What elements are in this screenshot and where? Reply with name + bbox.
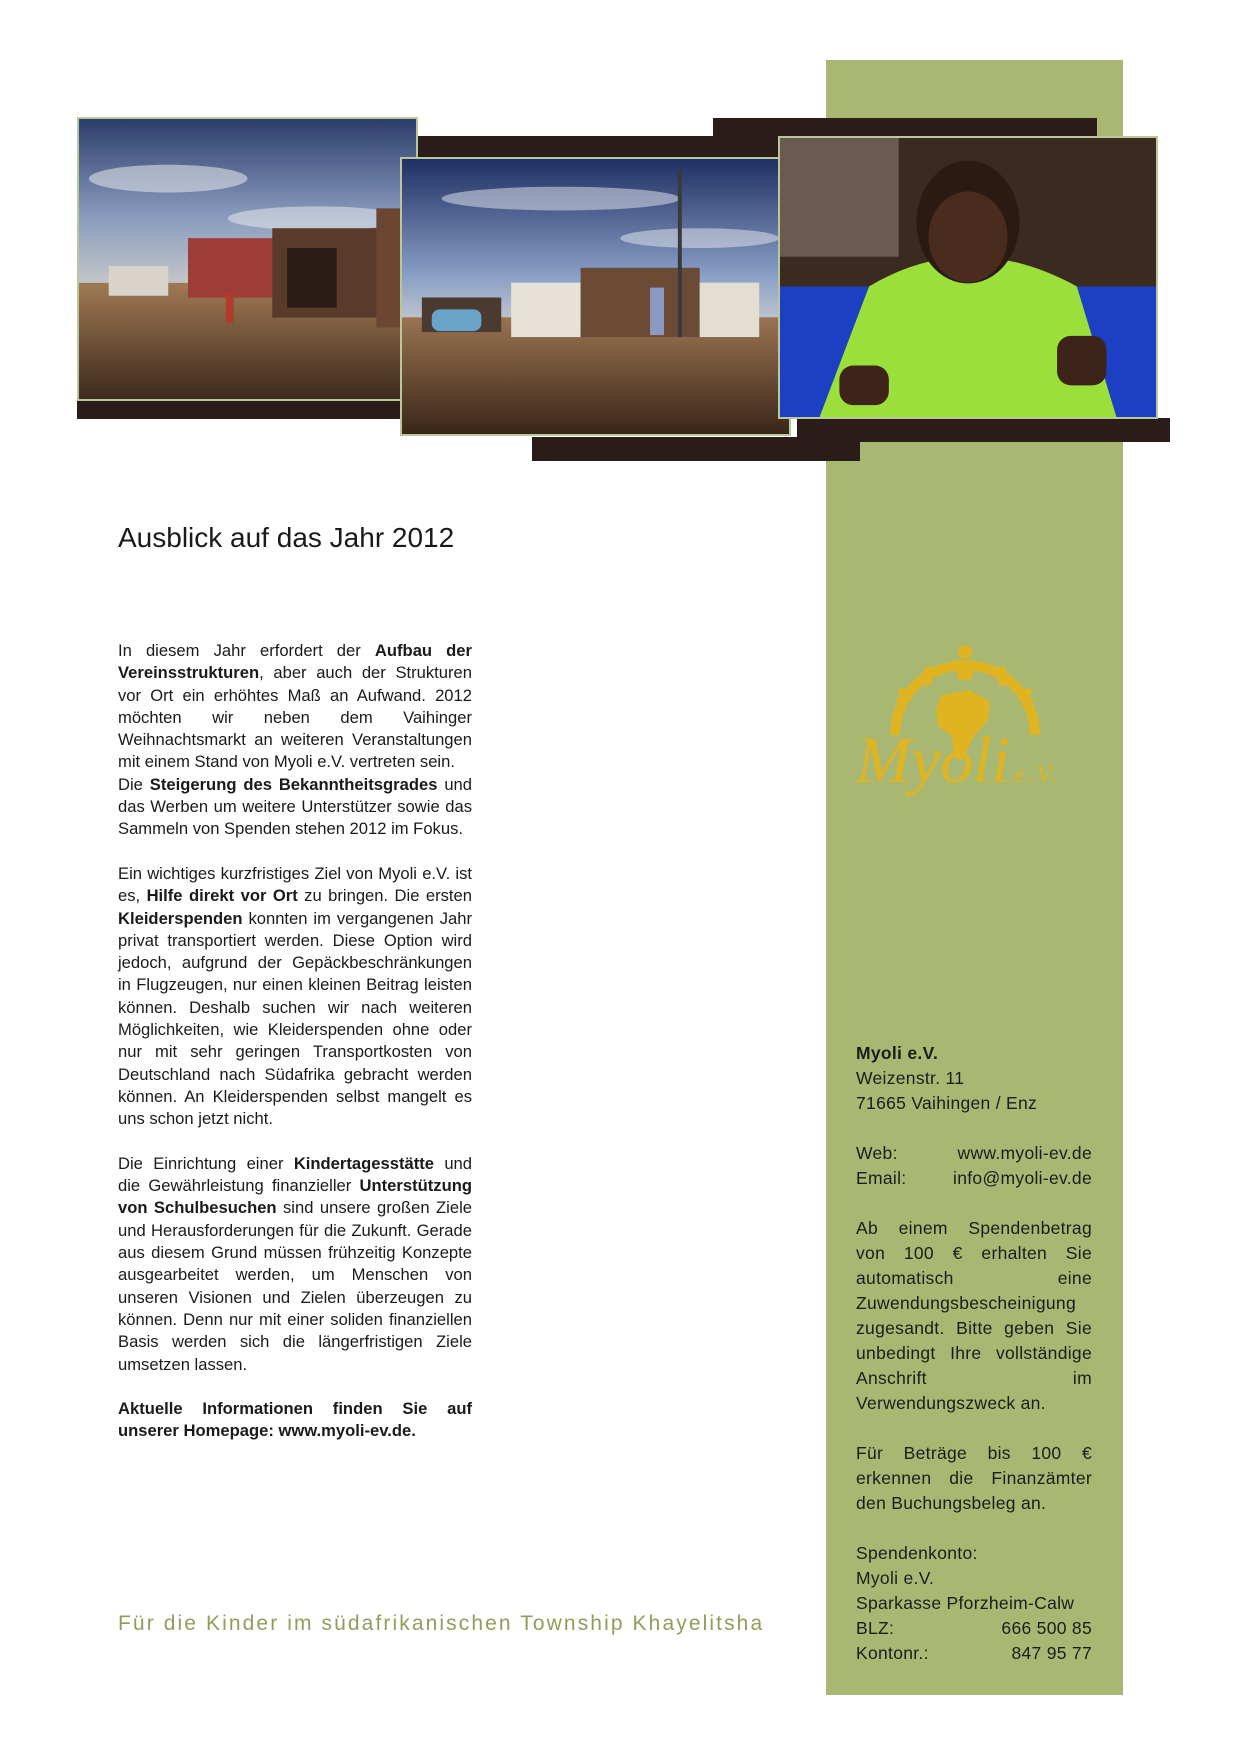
myoli-logo bbox=[850, 640, 1100, 810]
email-row: Email: info@myoli-ev.de bbox=[856, 1166, 1092, 1191]
tagline: Für die Kinder im südafrikanischen Township Khayelitsha bbox=[118, 1612, 765, 1635]
web-link[interactable]: www.myoli-ev.de bbox=[957, 1143, 1092, 1163]
blz-row: BLZ: 666 500 85 bbox=[856, 1618, 1092, 1638]
account-title: Spendenkonto: bbox=[856, 1543, 978, 1563]
township-photo-1 bbox=[77, 117, 418, 401]
child-photo bbox=[778, 136, 1158, 419]
paragraph: In diesem Jahr erfordert der Aufbau der Vereinsstrukturen, aber auch der Strukturen vor Ort ein erhöhtes Maß an Aufwand. 2012 möchten wir neben dem Vaihinger Weihnachtsmarkt an weiteren Veranstaltungen mit einem Stand von Myoli e.V. vertreten sein. bbox=[118, 641, 472, 772]
email-link[interactable]: info@myoli-ev.de bbox=[953, 1168, 1092, 1188]
street: Weizenstr. 11 bbox=[856, 1068, 965, 1088]
paragraph: Ein wichtiges kurzfristiges Ziel von Myoli e.V. ist es, Hilfe direkt vor Ort zu bringen. Die ersten Kleiderspenden konnten im vergangenen Jahr privat transportiert werden. Diese Option wird jedoch, aufgrund der Gepäckbeschränkungen in Flugzeugen, nur einen kleinen Beitrag leisten können. Deshalb suchen wir nach weiteren Möglichkeiten, wie Kleiderspenden ohne oder nur mit sehr geringen Transportkosten von Deutschland nach Südafrika gebracht werden können. An Kleiderspenden selbst mangelt es uns schon jetzt nicht. bbox=[118, 863, 472, 1129]
org-name: Myoli e.V. bbox=[856, 1043, 939, 1063]
contact-info bbox=[856, 1041, 1092, 1666]
page-title: Ausblick auf das Jahr 2012 bbox=[118, 522, 455, 553]
web-row: Web: www.myoli-ev.de bbox=[856, 1141, 1092, 1166]
small-amount-note: Für Beträge bis 100 € erkennen die Finanzämter den Buchungsbeleg an. bbox=[856, 1443, 1092, 1513]
paragraph: Die Steigerung des Bekanntheitsgrades und das Werben um weitere Unterstützer sowie das Sammeln von Spenden stehen 2012 im Fokus. bbox=[118, 774, 473, 839]
photo-frame-bar bbox=[77, 399, 417, 419]
article-body bbox=[118, 640, 472, 1465]
bank-name: Sparkasse Pforzheim-Calw bbox=[856, 1593, 1075, 1613]
homepage-note: Aktuelle Informationen finden Sie auf unserer Homepage: www.myoli-ev.de. bbox=[118, 1399, 472, 1441]
logo-text: Myoli e.V. bbox=[856, 724, 1061, 797]
photo-frame-bar bbox=[797, 418, 1170, 442]
account-holder: Myoli e.V. bbox=[856, 1568, 935, 1588]
konto-row: Kontonr.: 847 95 77 bbox=[856, 1643, 1092, 1663]
receipt-note: Ab einem Spendenbetrag von 100 € erhalten Sie automatisch eine Zuwendungsbescheinigung zugesandt. Bitte geben Sie unbedingt Ihre vollständige Anschrift im Verwendungszweck an. bbox=[856, 1218, 1092, 1413]
township-photo-2 bbox=[400, 157, 791, 436]
city: 71665 Vaihingen / Enz bbox=[856, 1093, 1038, 1113]
paragraph: Die Einrichtung einer Kindertagesstätte und die Gewährleistung finanzieller Unterstützung von Schulbesuchen sind unsere großen Ziele und Herausforderungen für die Zukunft. Gerade aus diesem Grund müssen frühzeitig Konzepte ausgearbeitet werden, um Menschen von unseren Visionen und Zielen überzeugen zu können. Denn nur mit einer soliden finanziellen Basis werden sich die längerfristigen Ziele umsetzen lassen. bbox=[118, 1153, 473, 1374]
